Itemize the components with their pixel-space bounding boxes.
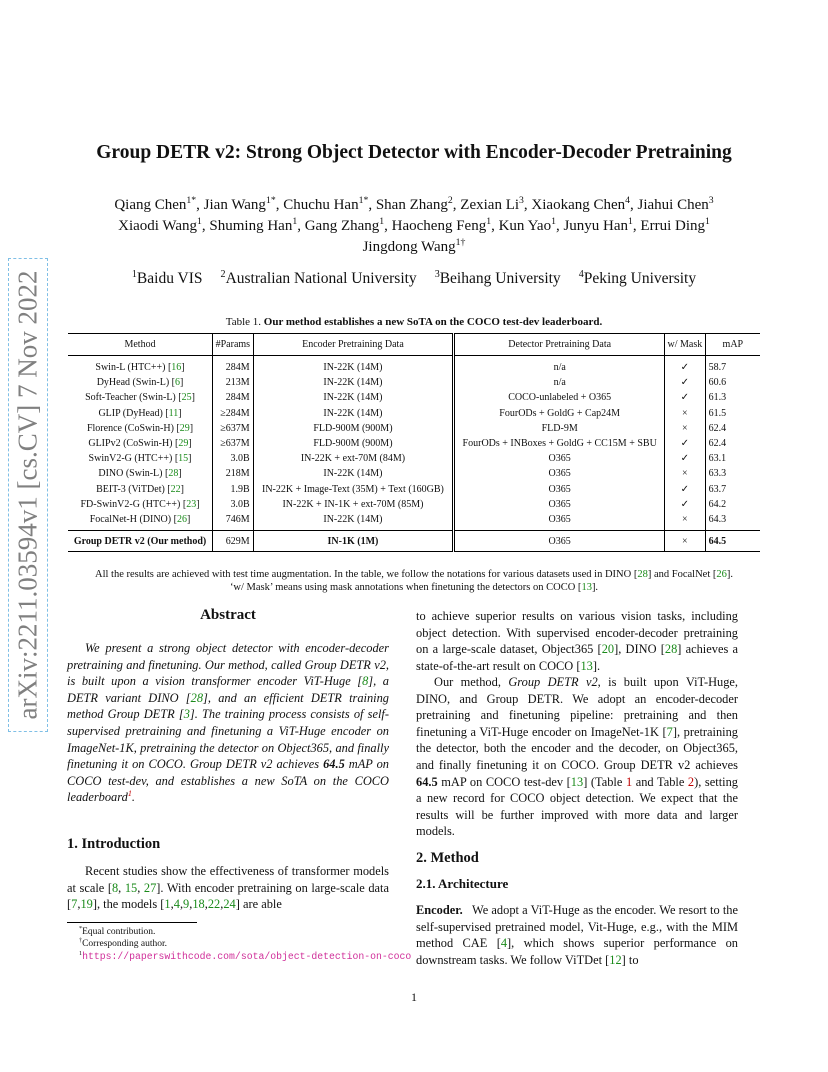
footnote-url: $^1$https://paperswithcode.com/sota/object-detection-on-coco xyxy=(79,950,412,962)
author-name xyxy=(283,197,368,213)
table-row xyxy=(68,482,760,497)
footnote-url-link[interactable]: https://paperswithcode.com/sota/object-detection-on-coco xyxy=(82,950,412,962)
author-name-text: Jingdong Wang xyxy=(362,239,456,255)
cell-encoder-data: IN-22K (14M) xyxy=(253,466,454,481)
author-name xyxy=(392,218,491,234)
cell-method-ref[interactable]: 11 xyxy=(168,407,179,419)
cell-method-bracket: ] xyxy=(181,362,185,374)
author-name-text: Zexian Li xyxy=(460,197,520,213)
author-name xyxy=(499,218,556,234)
author-name xyxy=(638,197,714,213)
cell-method-bracket: ] xyxy=(191,392,195,404)
cell-method xyxy=(68,436,213,451)
cell-encoder-data: IN-22K + Image-Text (35M) + Text (160GB) xyxy=(253,482,454,497)
cell-method-ref[interactable]: 26 xyxy=(176,513,187,525)
author-name-text: Xiaokang Chen xyxy=(531,197,626,213)
cell-params: ≥637M xyxy=(213,436,254,451)
cell-method-bracket: ] xyxy=(186,513,191,525)
cell-method xyxy=(68,497,213,512)
cell-method-ref[interactable]: 6 xyxy=(175,377,180,389)
cell-method xyxy=(68,421,213,436)
cell-method-bracket: ] xyxy=(196,498,200,510)
encoder-text: We adopt a ViT-Huge as the encoder. We resort to the self-supervised pretrained model, Vit-Huge, e.g., with the MIM method CAE [4], which shows superior performance on downstream tasks. We follow ViTDet [12] to xyxy=(416,903,738,967)
author-name-text: Gang Zhang xyxy=(304,218,380,234)
author-name-text: Jiahui Chen xyxy=(637,197,709,213)
cell-method xyxy=(68,466,213,481)
cell-method-text: BEIT-3 (ViTDet) [ xyxy=(96,483,171,495)
author-affiliation-mark: 3 xyxy=(519,195,524,206)
cell-mask: × xyxy=(665,512,706,531)
table-caption-text: Our method establishes a new SoTA on the COCO test-dev leaderboard. xyxy=(263,316,603,328)
header-mask: w/ Mask xyxy=(665,334,706,356)
cell-method-text: GLIP (DyHead) [ xyxy=(98,407,169,419)
author-name-text: Junyu Han xyxy=(563,218,629,234)
table-note-text: ]. xyxy=(591,582,599,593)
cell-mask: ✓ xyxy=(665,482,706,497)
right-paragraph-2: Our method, Group DETR v2, is built upon ViT-Huge, DINO, and Group DETR. We adopt an encoder-decoder pretraining and finetuning pipeline: pretraining and then finetuning a ViT-Huge encoder on ImageNet-1K [7], pretraining the detector, both the encoder and the decoder, on Object365, and finally finetuning it on COCO. Group DETR v2 achieves 64.5 mAP on COCO test-dev [13] (Table 1 and Table 2), setting a new record for COCO object detection. We expect that the results will be further improved with more data and larger models. xyxy=(416,675,739,839)
affiliation-name: Peking University xyxy=(583,270,697,287)
cell-params: 218M xyxy=(213,466,254,481)
author-list: Qiang Chen$^{1*}$, Jian Wang$^{1*}$, Chuchu Han$^{1*}$, Shan Zhang$^2$, Zexian Li$^3$, Xiaokang Chen$^4$, Jiahui Chen$^3$ Xiaodi Wang$^1$, Shuming Han$^1$, Gang Zhang$^1$, Haocheng Feng$^1$, Kun Yao$^1$, Junyu Han$^1$, Errui Ding$^1$ Jingdong Wang$^{1\dagger}$ xyxy=(114,195,714,255)
cell-mask: ✓ xyxy=(665,356,706,376)
cell-map: 62.4 xyxy=(708,422,727,434)
author-affiliation-mark: 1 xyxy=(292,216,298,227)
author-name-text: Haocheng Feng xyxy=(391,218,487,234)
cell-encoder-data: FLD-900M (900M) xyxy=(253,436,454,451)
paper-title: Group DETR v2: Strong Object Detector with Encoder-Decoder Pretraining xyxy=(96,142,732,163)
cell-method-bracket: ] xyxy=(188,453,192,465)
cell-detector-data: O365 xyxy=(454,466,665,481)
cell-method xyxy=(68,375,213,390)
cell-params: ≥637M xyxy=(213,421,254,436)
cell-map: 64.5 xyxy=(708,535,727,547)
cell-mask: ✓ xyxy=(665,436,706,451)
introduction-heading: 1. Introduction xyxy=(67,836,161,852)
cell-method xyxy=(68,406,213,421)
cell-method-text: DyHead (Swin-L) [ xyxy=(96,377,175,389)
cell-method-bracket: ] xyxy=(180,377,184,389)
cell-map: 58.7 xyxy=(708,362,727,374)
author-name xyxy=(563,218,632,234)
cell-detector-data: O365 xyxy=(454,512,665,531)
cell-params: ≥284M xyxy=(213,406,254,421)
table-note-ref[interactable]: 26 xyxy=(716,569,727,580)
author-name xyxy=(209,218,297,234)
cell-detector-data: FourODs + GoldG + Cap24M xyxy=(454,406,665,421)
table-row xyxy=(68,406,760,421)
table-note-text: All the results are achieved with test time augmentation. In the table, we follow the notations for various datasets used in DINO [ xyxy=(94,569,638,580)
author-affiliation-mark: 1 xyxy=(197,216,202,227)
cell-params: 3.0B xyxy=(213,497,254,512)
author-affiliation-mark: 1† xyxy=(455,237,466,248)
author-name xyxy=(531,197,630,213)
cell-detector-data: FLD-9M xyxy=(454,421,665,436)
table-row xyxy=(68,466,760,481)
header-encoder-data: Encoder Pretraining Data xyxy=(253,334,454,356)
encoder-label: Encoder. xyxy=(416,903,463,917)
method-heading: 2. Method xyxy=(416,850,479,866)
cell-encoder-data: IN-22K (14M) xyxy=(253,406,454,421)
cell-map: 63.7 xyxy=(708,483,727,495)
cell-params: 746M xyxy=(213,512,254,531)
cell-encoder-data: FLD-900M (900M) xyxy=(253,421,454,436)
cell-detector-data: O365 xyxy=(454,531,665,552)
table-row-ours xyxy=(68,531,760,552)
author-affiliation-mark: 1* xyxy=(186,195,197,206)
author-affiliation-mark: 4 xyxy=(625,195,631,206)
table-row xyxy=(68,497,760,512)
cell-encoder-data: IN-22K (14M) xyxy=(253,375,454,390)
table-note-ref[interactable]: 28 xyxy=(637,569,648,580)
author-name-text: Xiaodi Wang xyxy=(118,218,198,234)
cell-method-bracket: ] xyxy=(180,483,184,495)
author-name xyxy=(363,239,466,255)
cell-method-text: SwinV2-G (HTC++) [ xyxy=(88,453,179,465)
cell-detector-data: O365 xyxy=(454,497,665,512)
table-row xyxy=(68,390,760,405)
affiliation-name: Australian National University xyxy=(225,270,417,287)
table-row xyxy=(68,436,760,451)
cell-mask: × xyxy=(665,531,706,552)
author-affiliation-mark: 1 xyxy=(486,216,492,227)
arxiv-stamp xyxy=(8,258,48,732)
cell-method xyxy=(68,482,213,497)
cell-encoder-data: IN-22K (14M) xyxy=(253,390,454,405)
cell-mask: × xyxy=(665,421,706,436)
introduction-body: Recent studies show the effectiveness of transformer models at scale [8, 15, 27]. With encoder pretraining on large-scale data [7,19], the models [1,4,9,18,22,24] are able xyxy=(67,864,389,912)
author-name xyxy=(640,218,709,234)
table-caption xyxy=(70,316,758,328)
cell-method-ref[interactable]: 15 xyxy=(178,453,189,465)
cell-map: 63.1 xyxy=(708,453,727,465)
cell-detector-data: O365 xyxy=(454,482,665,497)
footnote-equal-text: Equal contribution. xyxy=(82,927,156,937)
affiliation-mark: 4 xyxy=(578,268,584,280)
author-affiliation-mark: 1 xyxy=(551,216,556,227)
footnote-divider xyxy=(67,922,197,923)
cell-method-text: Soft-Teacher (Swin-L) [ xyxy=(85,392,182,404)
cell-mask: × xyxy=(665,406,706,421)
affiliation xyxy=(132,270,203,287)
cell-map: 64.3 xyxy=(708,513,727,525)
affiliation-name: Baidu VIS xyxy=(136,270,203,287)
author-name-text: Kun Yao xyxy=(498,218,552,234)
cell-detector-data: FourODs + INBoxes + GoldG + CC15M + SBU xyxy=(454,436,665,451)
author-name xyxy=(204,197,276,213)
abstract-heading: Abstract xyxy=(200,607,256,623)
cell-method xyxy=(68,512,213,531)
author-affiliation-mark: 1 xyxy=(628,216,633,227)
cell-params: 3.0B xyxy=(213,451,254,466)
affiliation-mark: 3 xyxy=(434,268,440,280)
cell-encoder-data: IN-22K (14M) xyxy=(253,512,454,531)
affiliation-mark: 2 xyxy=(220,268,226,280)
author-affiliation-mark: 2 xyxy=(447,195,453,206)
abstract-body: We present a strong object detector with encoder-decoder pretraining and finetuning. Our method, called Group DETR v2, is built upon a vision transformer encoder ViT-Huge [8], a DETR variant DINO [28], and an efficient DETR training method Group DETR [3]. The training process consists of self-supervised pretraining and finetuning a ViT-Huge encoder on ImageNet-1K, pretraining the detector on Object365, and finally finetuning it on COCO. Group DETR v2 achieves 64.5 mAP on COCO test-dev, and establishes a new SoTA on the COCO leaderboard$^1$. xyxy=(67,641,390,805)
author-affiliation-mark: 1* xyxy=(265,195,276,206)
author-affiliation-mark: 1* xyxy=(358,195,369,206)
author-name xyxy=(376,197,453,213)
author-name xyxy=(305,218,384,234)
cell-method-text: Swin-L (HTC++) [ xyxy=(95,362,172,374)
author-name-text: Chuchu Han xyxy=(283,197,359,213)
table-row xyxy=(68,375,760,390)
cell-method-bracket: ] xyxy=(188,438,192,450)
cell-map: 64.2 xyxy=(708,498,727,510)
cell-map: 62.4 xyxy=(708,438,727,450)
header-map: mAP xyxy=(722,339,744,350)
cell-method-bracket: ] xyxy=(189,422,194,434)
affiliation-list xyxy=(70,270,758,288)
cell-method-ref[interactable]: 23 xyxy=(186,498,197,510)
author-name-text: Errui Ding xyxy=(640,218,705,234)
cell-method-ref[interactable]: 28 xyxy=(168,468,179,480)
cell-method-bracket: ] xyxy=(178,468,182,480)
cell-params: 213M xyxy=(213,375,254,390)
author-name xyxy=(114,197,196,213)
header-params: #Params xyxy=(213,334,254,356)
cell-method-text: FocalNet-H (DINO) [ xyxy=(89,513,177,525)
cell-params: 284M xyxy=(213,390,254,405)
cell-method-ref[interactable]: 16 xyxy=(171,362,182,374)
cell-method xyxy=(68,390,213,405)
architecture-heading: 2.1. Architecture xyxy=(416,876,509,891)
cell-detector-data: n/a xyxy=(454,356,665,376)
cell-method xyxy=(68,356,213,376)
cell-mask: ✓ xyxy=(665,390,706,405)
table-caption-label: Table 1. xyxy=(225,316,262,328)
table-body xyxy=(68,356,760,531)
author-name xyxy=(118,218,202,234)
cell-mask: × xyxy=(665,466,706,481)
right-paragraph-1: to achieve superior results on various vision tasks, including object detection. With supervised encoder-decoder pretraining on a large-scale dataset, Object365 [20], DINO [28] achieves a state-of-the-art result on COCO [13]. xyxy=(416,609,738,673)
cell-encoder-data: IN-1K (1M) xyxy=(253,531,454,552)
cell-encoder-data: IN-22K + IN-1K + ext-70M (85M) xyxy=(253,497,454,512)
cell-encoder-data: IN-22K (14M) xyxy=(253,356,454,376)
author-affiliation-mark: 1 xyxy=(705,216,710,227)
author-affiliation-mark: 1 xyxy=(379,216,385,227)
author-name-text: Shan Zhang xyxy=(375,197,448,213)
footnote-corresponding-text: Corresponding author. xyxy=(82,939,168,950)
table-row xyxy=(68,421,760,436)
cell-map: 61.3 xyxy=(708,392,727,404)
author-affiliation-mark: 3 xyxy=(708,195,714,206)
cell-map: 60.6 xyxy=(708,377,727,389)
cell-detector-data: O365 xyxy=(454,451,665,466)
table-note xyxy=(70,568,758,594)
header-detector-data: Detector Pretraining Data xyxy=(454,334,665,356)
cell-params: 629M xyxy=(213,531,254,552)
table-header-row xyxy=(68,334,760,356)
cell-mask: ✓ xyxy=(665,451,706,466)
table-row xyxy=(68,451,760,466)
cell-params: 284M xyxy=(213,356,254,376)
affiliation xyxy=(435,270,561,287)
table-row xyxy=(68,512,760,531)
table-note-text: ] and FocalNet [ xyxy=(647,569,717,580)
author-name-text: Shuming Han xyxy=(209,218,293,234)
cell-method xyxy=(68,451,213,466)
page-number: 1 xyxy=(411,990,417,1004)
cell-method-bracket: ] xyxy=(178,407,182,419)
footnote-equal: *Equal contribution. xyxy=(79,925,156,937)
cell-mask: ✓ xyxy=(665,375,706,390)
cell-mask: ✓ xyxy=(665,497,706,512)
header-method: Method xyxy=(68,334,213,356)
cell-method: Group DETR v2 (Our method) xyxy=(68,531,213,552)
affiliation xyxy=(221,270,417,287)
cell-detector-data: COCO-unlabeled + O365 xyxy=(454,390,665,405)
author-name xyxy=(460,197,524,213)
cell-map: 63.3 xyxy=(708,468,727,480)
cell-method-text: FD-SwinV2-G (HTC++) [ xyxy=(80,498,187,510)
cell-method-ref[interactable]: 22 xyxy=(170,483,181,495)
author-name-text: Jian Wang xyxy=(203,197,266,213)
cell-method-text: DINO (Swin-L) [ xyxy=(98,468,169,480)
cell-params: 1.9B xyxy=(213,482,254,497)
results-table xyxy=(68,333,760,552)
arxiv-stamp-text: arXiv:2211.03594v1 [cs.CV] 7 Nov 2022 xyxy=(12,270,43,720)
cell-method-ref[interactable]: 25 xyxy=(181,392,192,404)
cell-method-text: GLIPv2 (CoSwin-H) [ xyxy=(88,438,179,450)
affiliation-mark: 1 xyxy=(131,268,137,280)
cell-map: 61.5 xyxy=(708,407,727,419)
table-note-ref[interactable]: 13 xyxy=(581,582,592,593)
table-note-text: ]. xyxy=(726,569,733,580)
cell-method-text: Florence (CoSwin-H) [ xyxy=(86,422,180,434)
cell-detector-data: n/a xyxy=(454,375,665,390)
table-row xyxy=(68,356,760,376)
affiliation-name: Beihang University xyxy=(439,270,561,287)
encoder-paragraph xyxy=(416,902,738,968)
cell-method-ref[interactable]: 29 xyxy=(179,422,190,434)
author-name-text: Qiang Chen xyxy=(114,197,187,213)
footnote-corresponding: †Corresponding author. xyxy=(79,938,168,950)
affiliation xyxy=(579,270,696,287)
table-note-text: ‘w/ Mask’ means using mask annotations when finetuning the detectors on COCO [ xyxy=(229,582,582,593)
cell-encoder-data: IN-22K + ext-70M (84M) xyxy=(253,451,454,466)
cell-method-ref[interactable]: 29 xyxy=(178,438,189,450)
